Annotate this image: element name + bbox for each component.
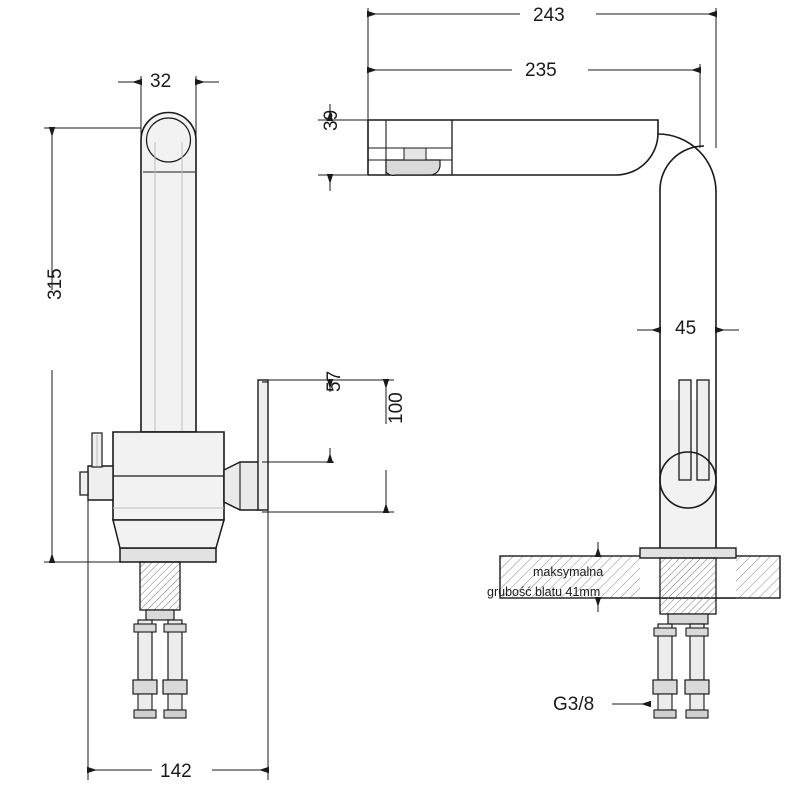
dimension-label-243: 243 (533, 5, 565, 26)
right-view-faucet (368, 120, 780, 718)
dimension-label-100: 100 (386, 392, 407, 424)
thread-label: G3/8 (553, 694, 595, 715)
left-view-faucet (80, 113, 268, 719)
countertop-note-line1: maksymalna (533, 565, 604, 579)
dimension-label-57: 57 (324, 370, 345, 392)
dimension-label-45: 45 (675, 318, 697, 339)
dimension-label-32: 32 (150, 71, 172, 92)
countertop-note-line2: grubość blatu 41mm (487, 585, 601, 599)
dimension-label-235: 235 (525, 60, 557, 81)
dimension-label-315: 315 (45, 268, 66, 300)
dimension-label-142: 142 (160, 761, 192, 782)
dimension-label-39: 39 (321, 109, 342, 131)
